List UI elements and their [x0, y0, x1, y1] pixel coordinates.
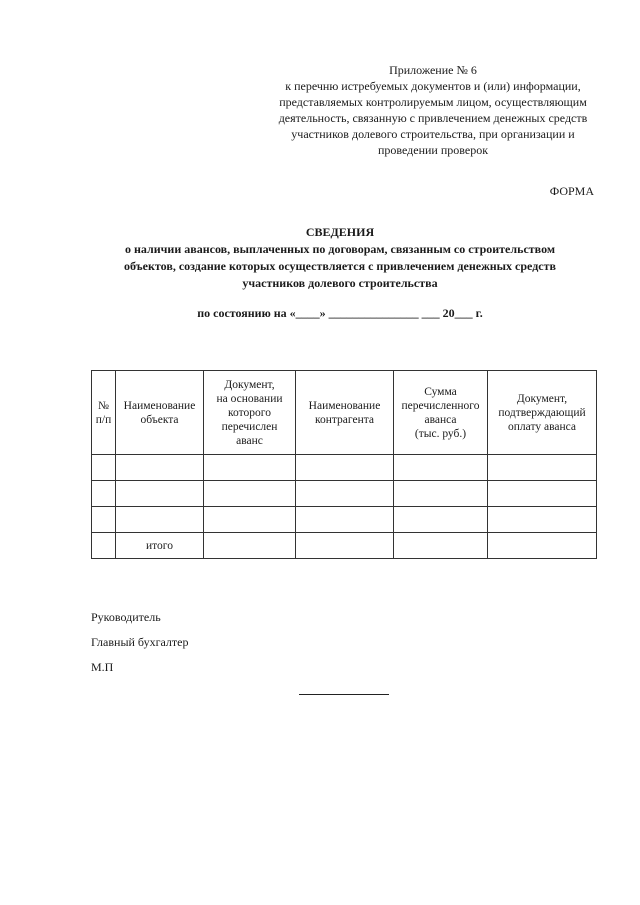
table-cell[interactable] [204, 507, 296, 533]
table-cell[interactable] [116, 507, 204, 533]
table-cell[interactable] [92, 533, 116, 559]
table-cell[interactable] [394, 507, 488, 533]
stamp-place-label: М.П [91, 660, 114, 674]
col-header-number: № п/п [92, 371, 116, 455]
table-cell[interactable] [204, 481, 296, 507]
appendix-line: проведении проверок [377, 143, 489, 157]
form-label: ФОРМА [549, 184, 594, 198]
table-cell[interactable] [204, 533, 296, 559]
table-row [92, 481, 597, 507]
table-cell[interactable] [488, 481, 597, 507]
table-cell[interactable] [296, 507, 394, 533]
col-header-object-name: Наименование объекта [116, 371, 204, 455]
appendix-line: к перечню истребуемых документов и (или) информации, [285, 79, 581, 93]
table-row [92, 455, 597, 481]
table-cell[interactable] [488, 507, 597, 533]
appendix-line: деятельность, связанную с привлечением денежных средств [278, 111, 588, 125]
col-header-payment-document: Документ, подтверждающий оплату аванса [488, 371, 597, 455]
col-header-counterparty: Наименование контрагента [296, 371, 394, 455]
table-cell[interactable] [92, 455, 116, 481]
as-of-date-line: по состоянию на «____» _______________ ___ 20___ г. [197, 306, 483, 320]
appendix-line: Приложение № 6 [389, 63, 477, 77]
table-cell[interactable] [92, 507, 116, 533]
table-row [92, 507, 597, 533]
col-header-basis-document: Документ, на основании которого перечислен аванс [204, 371, 296, 455]
col-header-advance-amount: Сумма перечисленного аванса (тыс. руб.) [394, 371, 488, 455]
table-cell[interactable] [296, 481, 394, 507]
signature-head-label: Руководитель [91, 610, 161, 624]
table-header-row [92, 371, 597, 455]
title-heading: СВЕДЕНИЯ [305, 225, 375, 239]
table-cell[interactable] [92, 481, 116, 507]
table-cell[interactable] [116, 481, 204, 507]
total-label-cell: итого [116, 533, 204, 559]
table-cell[interactable] [296, 533, 394, 559]
signature-accountant-label: Главный бухгалтер [91, 635, 189, 649]
title-line: о наличии авансов, выплаченных по договорам, связанным со строительством [124, 242, 556, 256]
table-cell[interactable] [488, 533, 597, 559]
document-title [90, 224, 590, 292]
closing-separator-line [299, 694, 389, 695]
table-total-row [92, 533, 597, 559]
table-cell[interactable] [394, 455, 488, 481]
table-cell[interactable] [204, 455, 296, 481]
advances-table [91, 370, 597, 559]
title-line: участников долевого строительства [242, 276, 438, 290]
appendix-line: участников долевого строительства, при организации и [291, 127, 575, 141]
table-cell[interactable] [394, 533, 488, 559]
title-line: объектов, создание которых осуществляется с привлечением денежных средств [123, 259, 556, 273]
table-cell[interactable] [394, 481, 488, 507]
appendix-line: представляемых контролируемым лицом, осуществляющим [279, 95, 587, 109]
table-cell[interactable] [488, 455, 597, 481]
appendix-header [258, 62, 608, 158]
table-cell[interactable] [296, 455, 394, 481]
table-cell[interactable] [116, 455, 204, 481]
